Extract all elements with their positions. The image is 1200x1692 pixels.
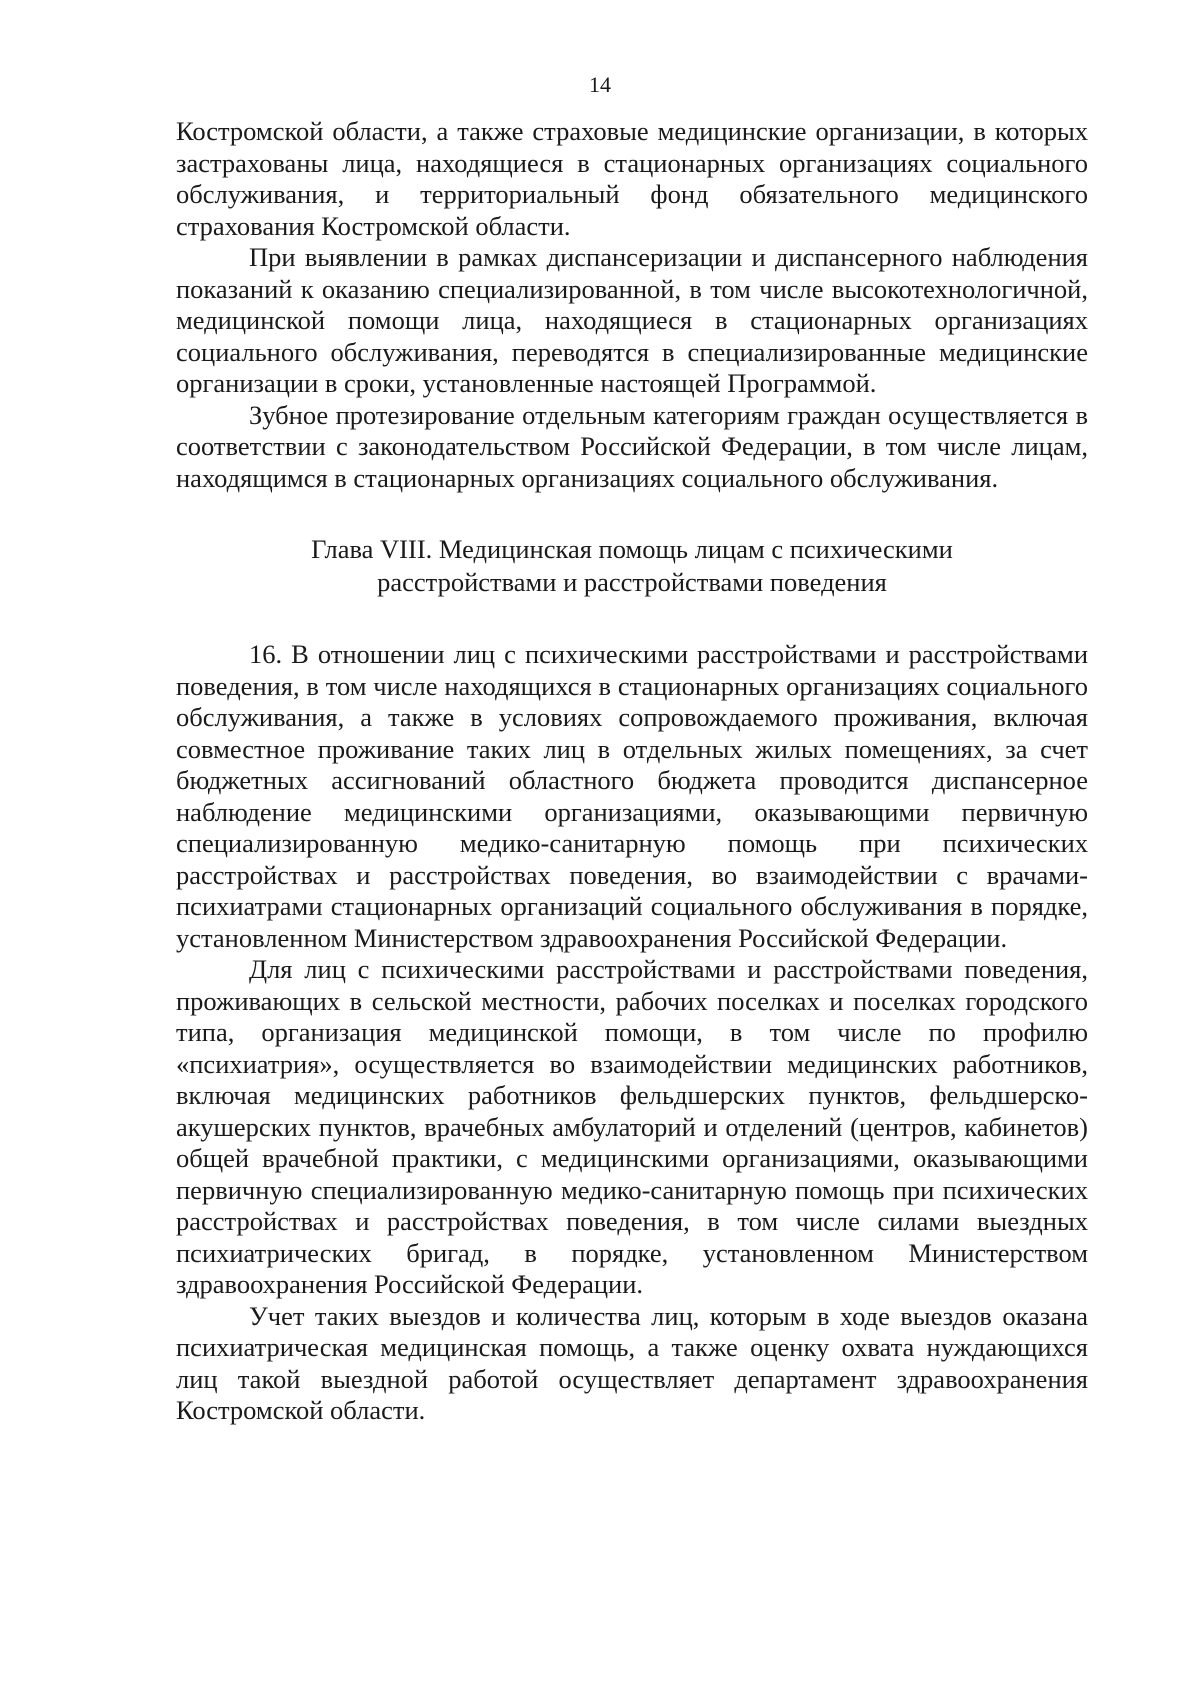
paragraph-section-16: 16. В отношении лиц с психическими расстройствами и расстройствами поведения, в том числе находящихся в стационарных организациях социального обслуживания, а также в условиях сопровождаемого проживания, включая совместное проживание таких лиц в отдельных жилых помещениях, за счет бюджетных ассигнований областного бюджета проводится диспансерное наблюдение медицинскими организациями, оказывающими первичную специализированную медико-санитарную помощь при психических расстройствах и расстройствах поведения, во взаимодействии с врачами-психиатрами стационарных организаций социального обслуживания в порядке, установленном Министерством здравоохранения Российской Федерации.	[176, 639, 1088, 953]
page-number: 14	[589, 72, 611, 97]
chapter-heading-line-2: расстройствами и расстройствами поведения	[377, 567, 887, 597]
paragraph-rural-care: Для лиц с психическими расстройствами и расстройствами поведения, проживающих в сельской местности, рабочих поселках и поселках городского типа, организация медицинской помощи, в том числе по профилю «психиатрия», осуществляется во взаимодействии медицинских работников, включая медицинских работников фельдшерских пунктов, фельдшерско-акушерских пунктов, врачебных амбулаторий и отделений (центров, кабинетов) общей врачебной практики, с медицинскими организациями, оказывающими первичную специализированную медико-санитарную помощь при психических расстройствах и расстройствах поведения, в том числе силами выездных психиатрических бригад, в порядке, установленном Министерством здравоохранения Российской Федерации.	[176, 954, 1088, 1299]
paragraph-continuation: Костромской области, а также страховые медицинские организации, в которых застрахованы лица, находящиеся в стационарных организациях социального обслуживания, и территориальный фонд обязательного медицинского страхования Костромской области.	[176, 116, 1088, 241]
document-body	[176, 116, 1088, 1427]
paragraph-dispanserization: При выявлении в рамках диспансеризации и диспансерного наблюдения показаний к оказанию специализированной, в том числе высокотехнологичной, медицинской помощи лица, находящиеся в стационарных организациях социального обслуживания, переводятся в специализированные медицинские организации в сроки, установленные настоящей Программой.	[176, 242, 1088, 398]
chapter-heading-line-1: Глава VIII. Медицинская помощь лицам с психическими	[311, 534, 953, 564]
paragraph-dental-prosthetics: Зубное протезирование отдельным категориям граждан осуществляется в соответствии с законодательством Российской Федерации, в том числе лицам, находящимся в стационарных организациях социального обслуживания.	[176, 399, 1088, 493]
paragraph-visits-accounting: Учет таких выездов и количества лиц, которым в ходе выездов оказана психиатрическая медицинская помощь, а также оценку охвата нуждающихся лиц такой выездной работой осуществляет департамент здравоохранения Костромской области.	[176, 1300, 1088, 1425]
chapter-heading	[176, 533, 1088, 599]
